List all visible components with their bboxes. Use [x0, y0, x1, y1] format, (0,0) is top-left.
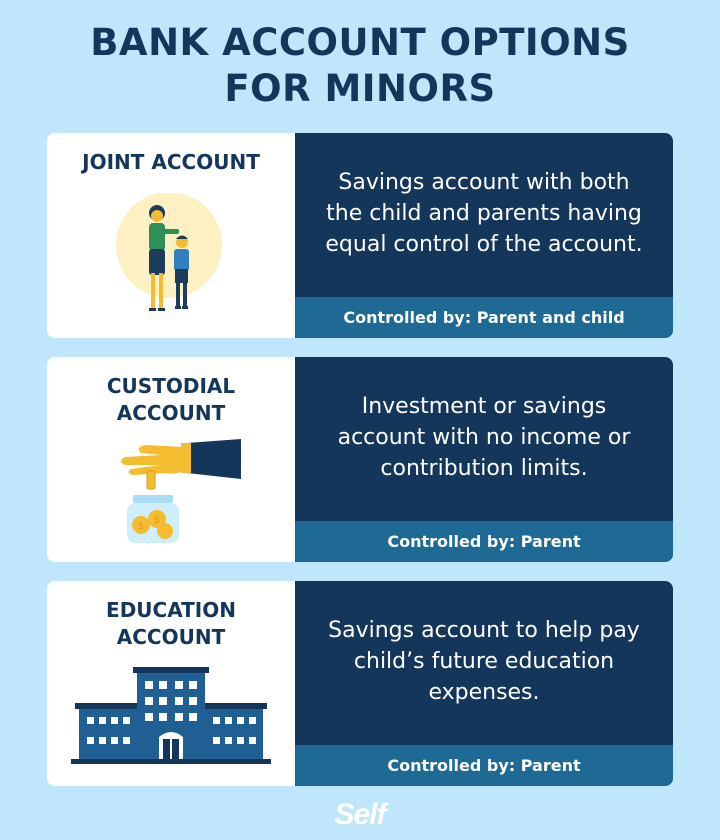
title-line-2: FOR MINORS	[224, 67, 496, 110]
custodial-account-info-panel	[295, 357, 673, 562]
school-building-icon	[71, 665, 271, 765]
self-logo: Self	[334, 798, 386, 831]
joint-account-card	[47, 133, 673, 338]
joint-account-description: Savings account with both the child and parents having equal control of the account.	[325, 169, 643, 257]
hand-coin-jar-icon	[105, 435, 245, 545]
custodial-account-description: Investment or savings account with no income or contribution limits.	[337, 393, 631, 481]
joint-account-label-panel	[47, 133, 295, 338]
custodial-account-card	[47, 357, 673, 562]
custodial-account-title	[47, 373, 295, 427]
education-account-info-panel	[295, 581, 673, 786]
education-account-controlled-by: Controlled by: Parent	[295, 745, 673, 786]
custodial-account-label-panel	[47, 357, 295, 562]
title-line-1: BANK ACCOUNT OPTIONS	[90, 21, 630, 64]
svg-text:$: $	[137, 521, 145, 532]
parent-and-child-icon	[109, 193, 229, 323]
svg-text:$: $	[153, 515, 161, 526]
education-account-title-line-1: EDUCATION	[106, 598, 236, 622]
education-account-label-panel	[47, 581, 295, 786]
custodial-account-title-line-1: CUSTODIAL	[106, 374, 236, 398]
joint-account-controlled-by: Controlled by: Parent and child	[295, 297, 673, 338]
education-account-title-line-2: ACCOUNT	[116, 625, 226, 649]
joint-account-title	[47, 149, 295, 176]
education-account-card	[47, 581, 673, 786]
joint-account-info-panel	[295, 133, 673, 338]
education-account-title	[47, 597, 295, 651]
joint-account-title-line-1: JOINT ACCOUNT	[82, 150, 260, 174]
custodial-account-controlled-by: Controlled by: Parent	[295, 521, 673, 562]
custodial-account-title-line-2: ACCOUNT	[116, 401, 226, 425]
page-title	[0, 20, 720, 112]
education-account-description: Savings account to help pay child’s future education expenses.	[328, 617, 640, 705]
